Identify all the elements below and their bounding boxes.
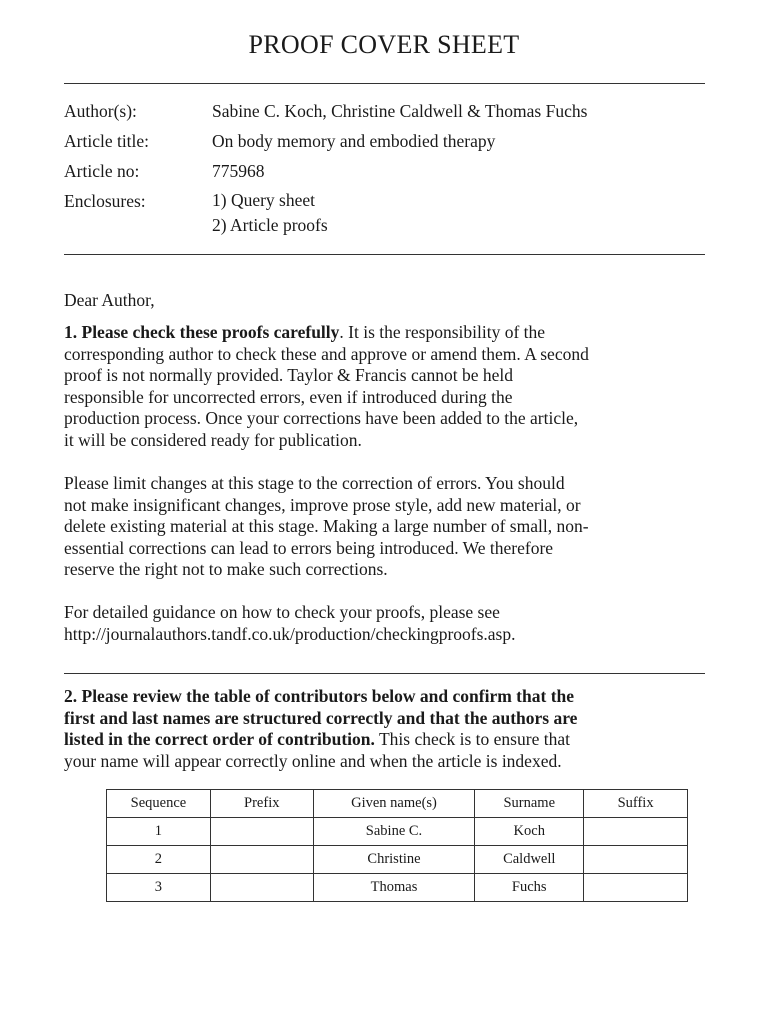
section-1-line: production process. Once your corrections have been added to the article, <box>64 408 579 428</box>
cell-sequence: 2 <box>107 846 211 874</box>
section-1-line: it will be considered ready for publication. <box>64 429 362 450</box>
meta-divider <box>64 254 705 255</box>
cell-sequence: 3 <box>107 874 211 902</box>
paragraph-line: For detailed guidance on how to check your proofs, please see <box>64 602 500 622</box>
cell-prefix <box>210 818 313 846</box>
cell-prefix <box>210 846 313 874</box>
section-1 <box>64 322 709 451</box>
paragraph-line: delete existing material at this stage. Making a large number of small, non- <box>64 516 589 536</box>
section-2-heading-line: first and last names are structured correctly and that the authors are <box>64 707 578 728</box>
header-surname: Surname <box>475 790 584 818</box>
section-2-line: your name will appear correctly online and when the article is indexed. <box>64 750 562 771</box>
limit-changes-paragraph <box>64 473 709 581</box>
cell-surname: Caldwell <box>475 846 584 874</box>
cell-suffix <box>584 874 688 902</box>
guidance-paragraph <box>64 602 709 645</box>
authors-row <box>64 96 587 126</box>
table-header-row <box>107 790 688 818</box>
paragraph-line: Please limit changes at this stage to the correction of errors. You should <box>64 473 565 493</box>
article-title-value: On body memory and embodied therapy <box>212 131 496 151</box>
contributors-table <box>106 789 688 902</box>
cell-suffix <box>584 846 688 874</box>
article-number-row <box>64 156 587 186</box>
page-title: PROOF COVER SHEET <box>248 30 520 59</box>
header-sequence: Sequence <box>107 790 211 818</box>
cell-prefix <box>210 874 313 902</box>
top-divider <box>64 83 705 84</box>
article-number-value: 775968 <box>212 161 265 181</box>
cell-given-names: Sabine C. <box>313 818 475 846</box>
article-title-label: Article title: <box>64 131 150 151</box>
paragraph-line: reserve the right not to make such corrections. <box>64 559 388 579</box>
section-2-text: This check is to ensure that <box>374 729 570 749</box>
authors-label: Author(s): <box>64 101 137 121</box>
cell-given-names: Christine <box>313 846 475 874</box>
article-title-row <box>64 126 587 156</box>
section-2-heading-line: 2. Please review the table of contributors below and confirm that the <box>64 686 575 706</box>
enclosure-query-sheet: 1) Query sheet <box>212 190 316 210</box>
greeting <box>64 290 709 312</box>
section-divider <box>64 673 705 674</box>
cell-given-names: Thomas <box>313 874 475 902</box>
paragraph-line: essential corrections can lead to errors being introduced. We therefore <box>64 537 554 558</box>
section-1-line: corresponding author to check these and approve or amend them. A second <box>64 343 589 364</box>
table-row <box>107 874 688 902</box>
greeting-text: Dear Author, <box>64 290 155 310</box>
header-prefix: Prefix <box>210 790 313 818</box>
cell-surname: Koch <box>475 818 584 846</box>
enclosures-label: Enclosures: <box>64 191 146 211</box>
enclosure-article-proofs: 2) Article proofs <box>212 215 328 235</box>
section-1-line: responsible for uncorrected errors, even if introduced during the <box>64 386 513 407</box>
authors-value: Sabine C. Koch, Christine Caldwell & Thomas Fuchs <box>212 101 588 121</box>
section-2 <box>64 686 709 772</box>
guidance-link[interactable]: http://journalauthors.tandf.co.uk/production/checkingproofs.asp. <box>64 623 516 644</box>
enclosures-row <box>64 186 587 238</box>
paragraph-line: not make insignificant changes, improve prose style, add new material, or <box>64 494 581 515</box>
table-row <box>107 818 688 846</box>
section-2-heading-line: listed in the correct order of contribution. This check is to ensure that <box>64 729 570 749</box>
header-suffix: Suffix <box>584 790 688 818</box>
section-1-line: proof is not normally provided. Taylor & Francis cannot be held <box>64 365 513 385</box>
article-number-label: Article no: <box>64 161 140 181</box>
section-1-text: . It is the responsibility of the <box>339 322 546 342</box>
section-1-line <box>64 322 709 344</box>
cell-surname: Fuchs <box>475 874 584 902</box>
cell-suffix <box>584 818 688 846</box>
cell-sequence: 1 <box>107 818 211 846</box>
section-1-heading: 1. Please check these proofs carefully <box>64 322 340 342</box>
header-given-names: Given name(s) <box>313 790 475 818</box>
table-row <box>107 846 688 874</box>
article-metadata <box>64 96 587 238</box>
